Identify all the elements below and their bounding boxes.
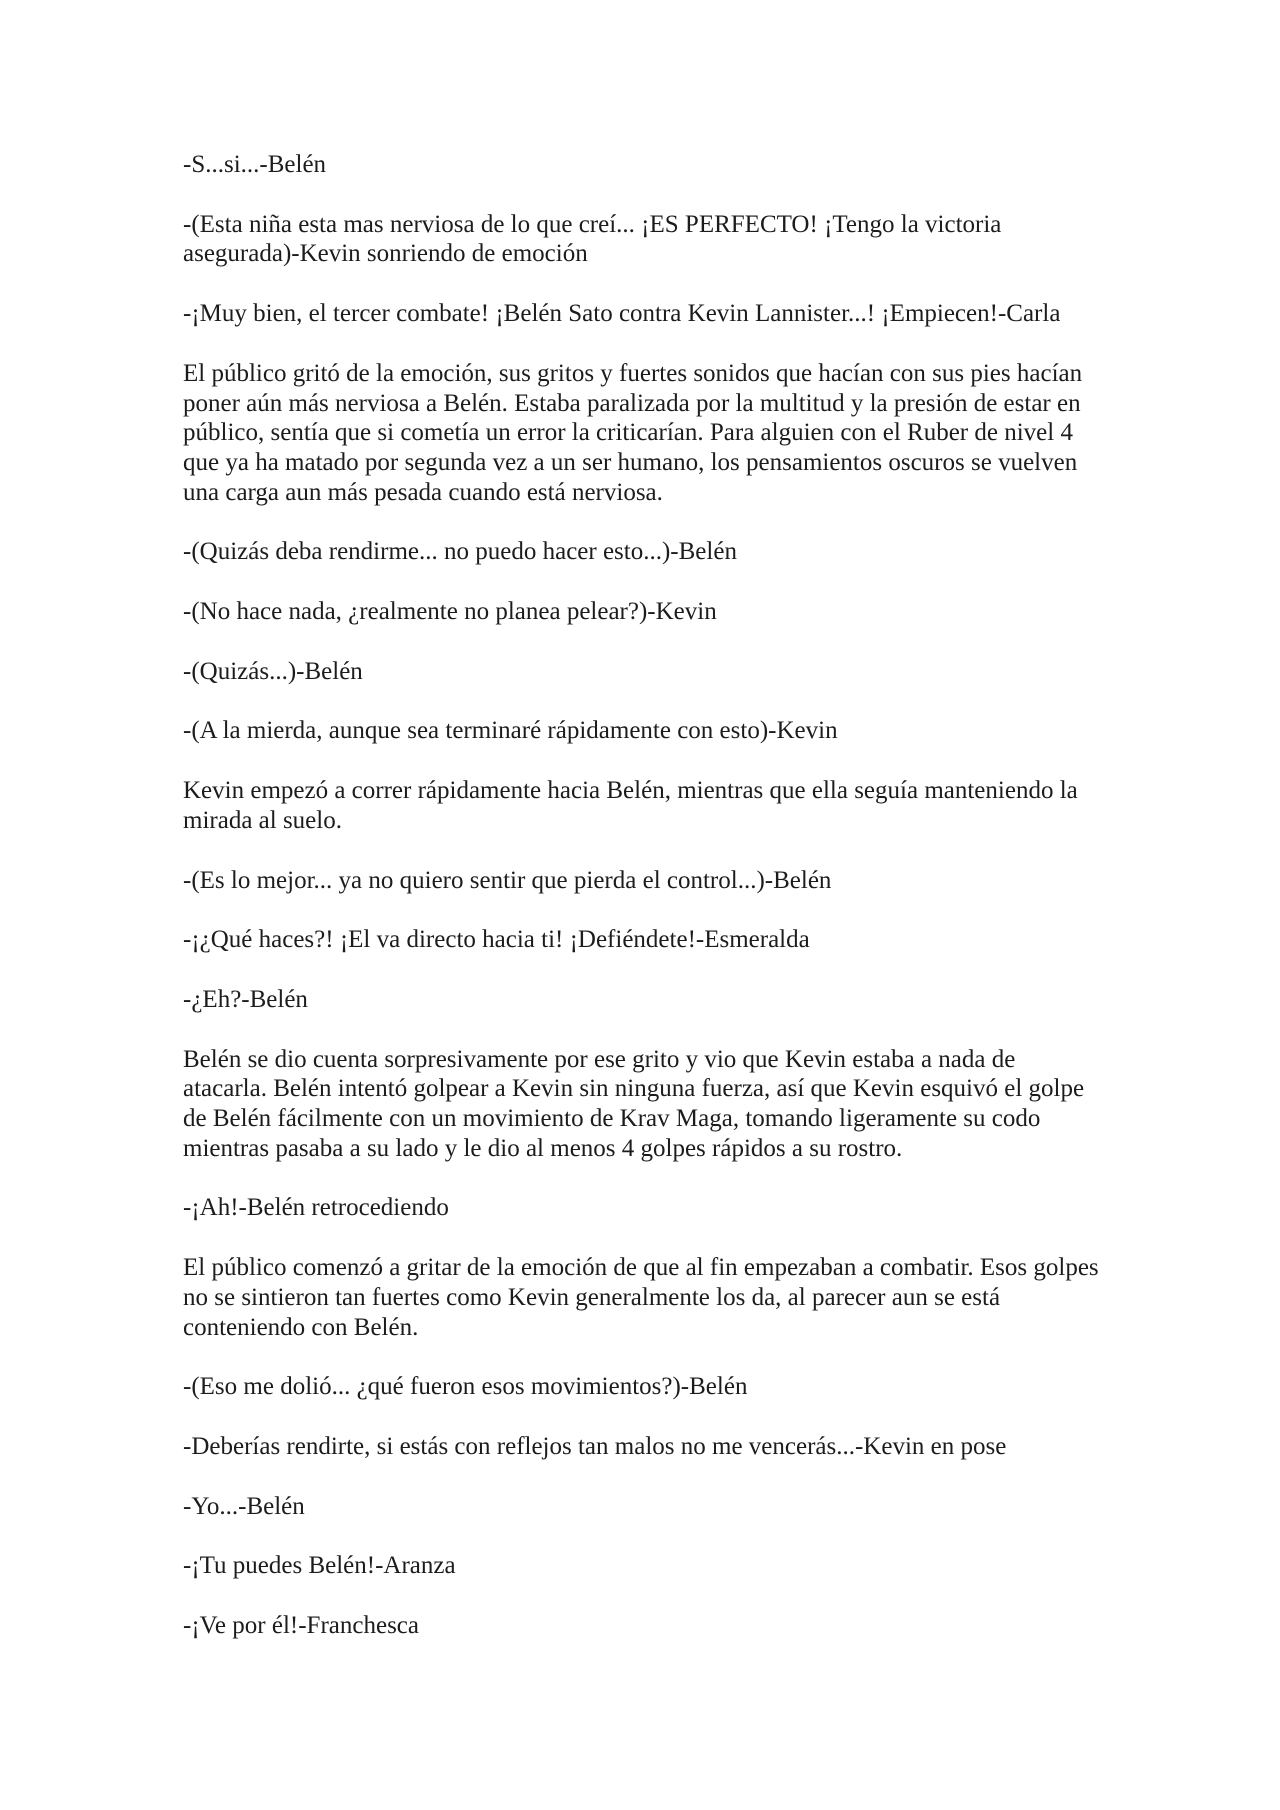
document-body <box>183 150 1103 1671</box>
dialogue-line: -¡Ve por él!-Franchesca <box>183 1612 419 1640</box>
dialogue-line: -(Quizás...)-Belén <box>183 657 363 685</box>
dialogue-line: -Deberías rendirte, si estás con reflejos tan malos no me vencerás...-Kevin en pose <box>183 1432 1007 1460</box>
dialogue-line: -(Eso me dolió... ¿qué fueron esos movimientos?)-Belén <box>183 1373 748 1401</box>
dialogue-line: -(A la mierda, aunque sea terminaré rápidamente con esto)-Kevin <box>183 717 838 745</box>
narration-paragraph: Kevin empezó a correr rápidamente hacia Belén, mientras que ella seguía manteniendo la mirada al suelo. <box>183 777 1078 834</box>
dialogue-line: -(No hace nada, ¿realmente no planea pelear?)-Kevin <box>183 598 717 626</box>
dialogue-line: -¡¿Qué haces?! ¡El va directo hacia ti! ¡Defiéndete!-Esmeralda <box>183 926 810 954</box>
dialogue-line: -S...si...-Belén <box>183 151 327 178</box>
dialogue-line: -(Es lo mejor... ya no quiero sentir que pierda el control...)-Belén <box>183 866 832 894</box>
narration-paragraph: Belén se dio cuenta sorpresivamente por ese grito y vio que Kevin estaba a nada de atacarla. Belén intentó golpear a Kevin sin ninguna fuerza, así que Kevin esquivó el golpe de Belén fácilmente con un movimiento de Krav Maga, tomando ligeramente su codo mientras pasaba a su lado y le dio al menos 4 golpes rápidos a su rostro. <box>183 1045 1085 1162</box>
dialogue-line: -¡Muy bien, el tercer combate! ¡Belén Sato contra Kevin Lannister...! ¡Empiecen!-Carla <box>183 300 1061 328</box>
dialogue-line: -¿Eh?-Belén <box>183 985 308 1013</box>
dialogue-line: -(Quizás deba rendirme... no puedo hacer esto...)-Belén <box>183 538 737 566</box>
dialogue-line: -(Esta niña esta mas nerviosa de lo que creí... ¡ES PERFECTO! ¡Tengo la victoria asegurada)-Kevin sonriendo de emoción <box>183 210 1002 268</box>
dialogue-line: -¡Ah!-Belén retrocediendo <box>183 1194 449 1222</box>
dialogue-line: -¡Tu puedes Belén!-Aranza <box>183 1552 456 1580</box>
narration-paragraph: El público comenzó a gritar de la emoción de que al fin empezaban a combatir. Esos golpes no se sintieron tan fuertes como Kevin generalmente los da, al parecer aun se está conteniendo con Belén. <box>183 1254 1099 1341</box>
dialogue-line: -Yo...-Belén <box>183 1492 305 1520</box>
narration-paragraph: El público gritó de la emoción, sus gritos y fuertes sonidos que hacían con sus pies hacían poner aún más nerviosa a Belén. Estaba paralizada por la multitud y la presión de estar en público, sentía que si cometía un error la criticarían. Para alguien con el Ruber de nivel 4 que ya ha matado por segunda vez a un ser humano, los pensamientos oscuros se vuelven una carga aun más pesada cuando está nerviosa. <box>183 359 1083 506</box>
